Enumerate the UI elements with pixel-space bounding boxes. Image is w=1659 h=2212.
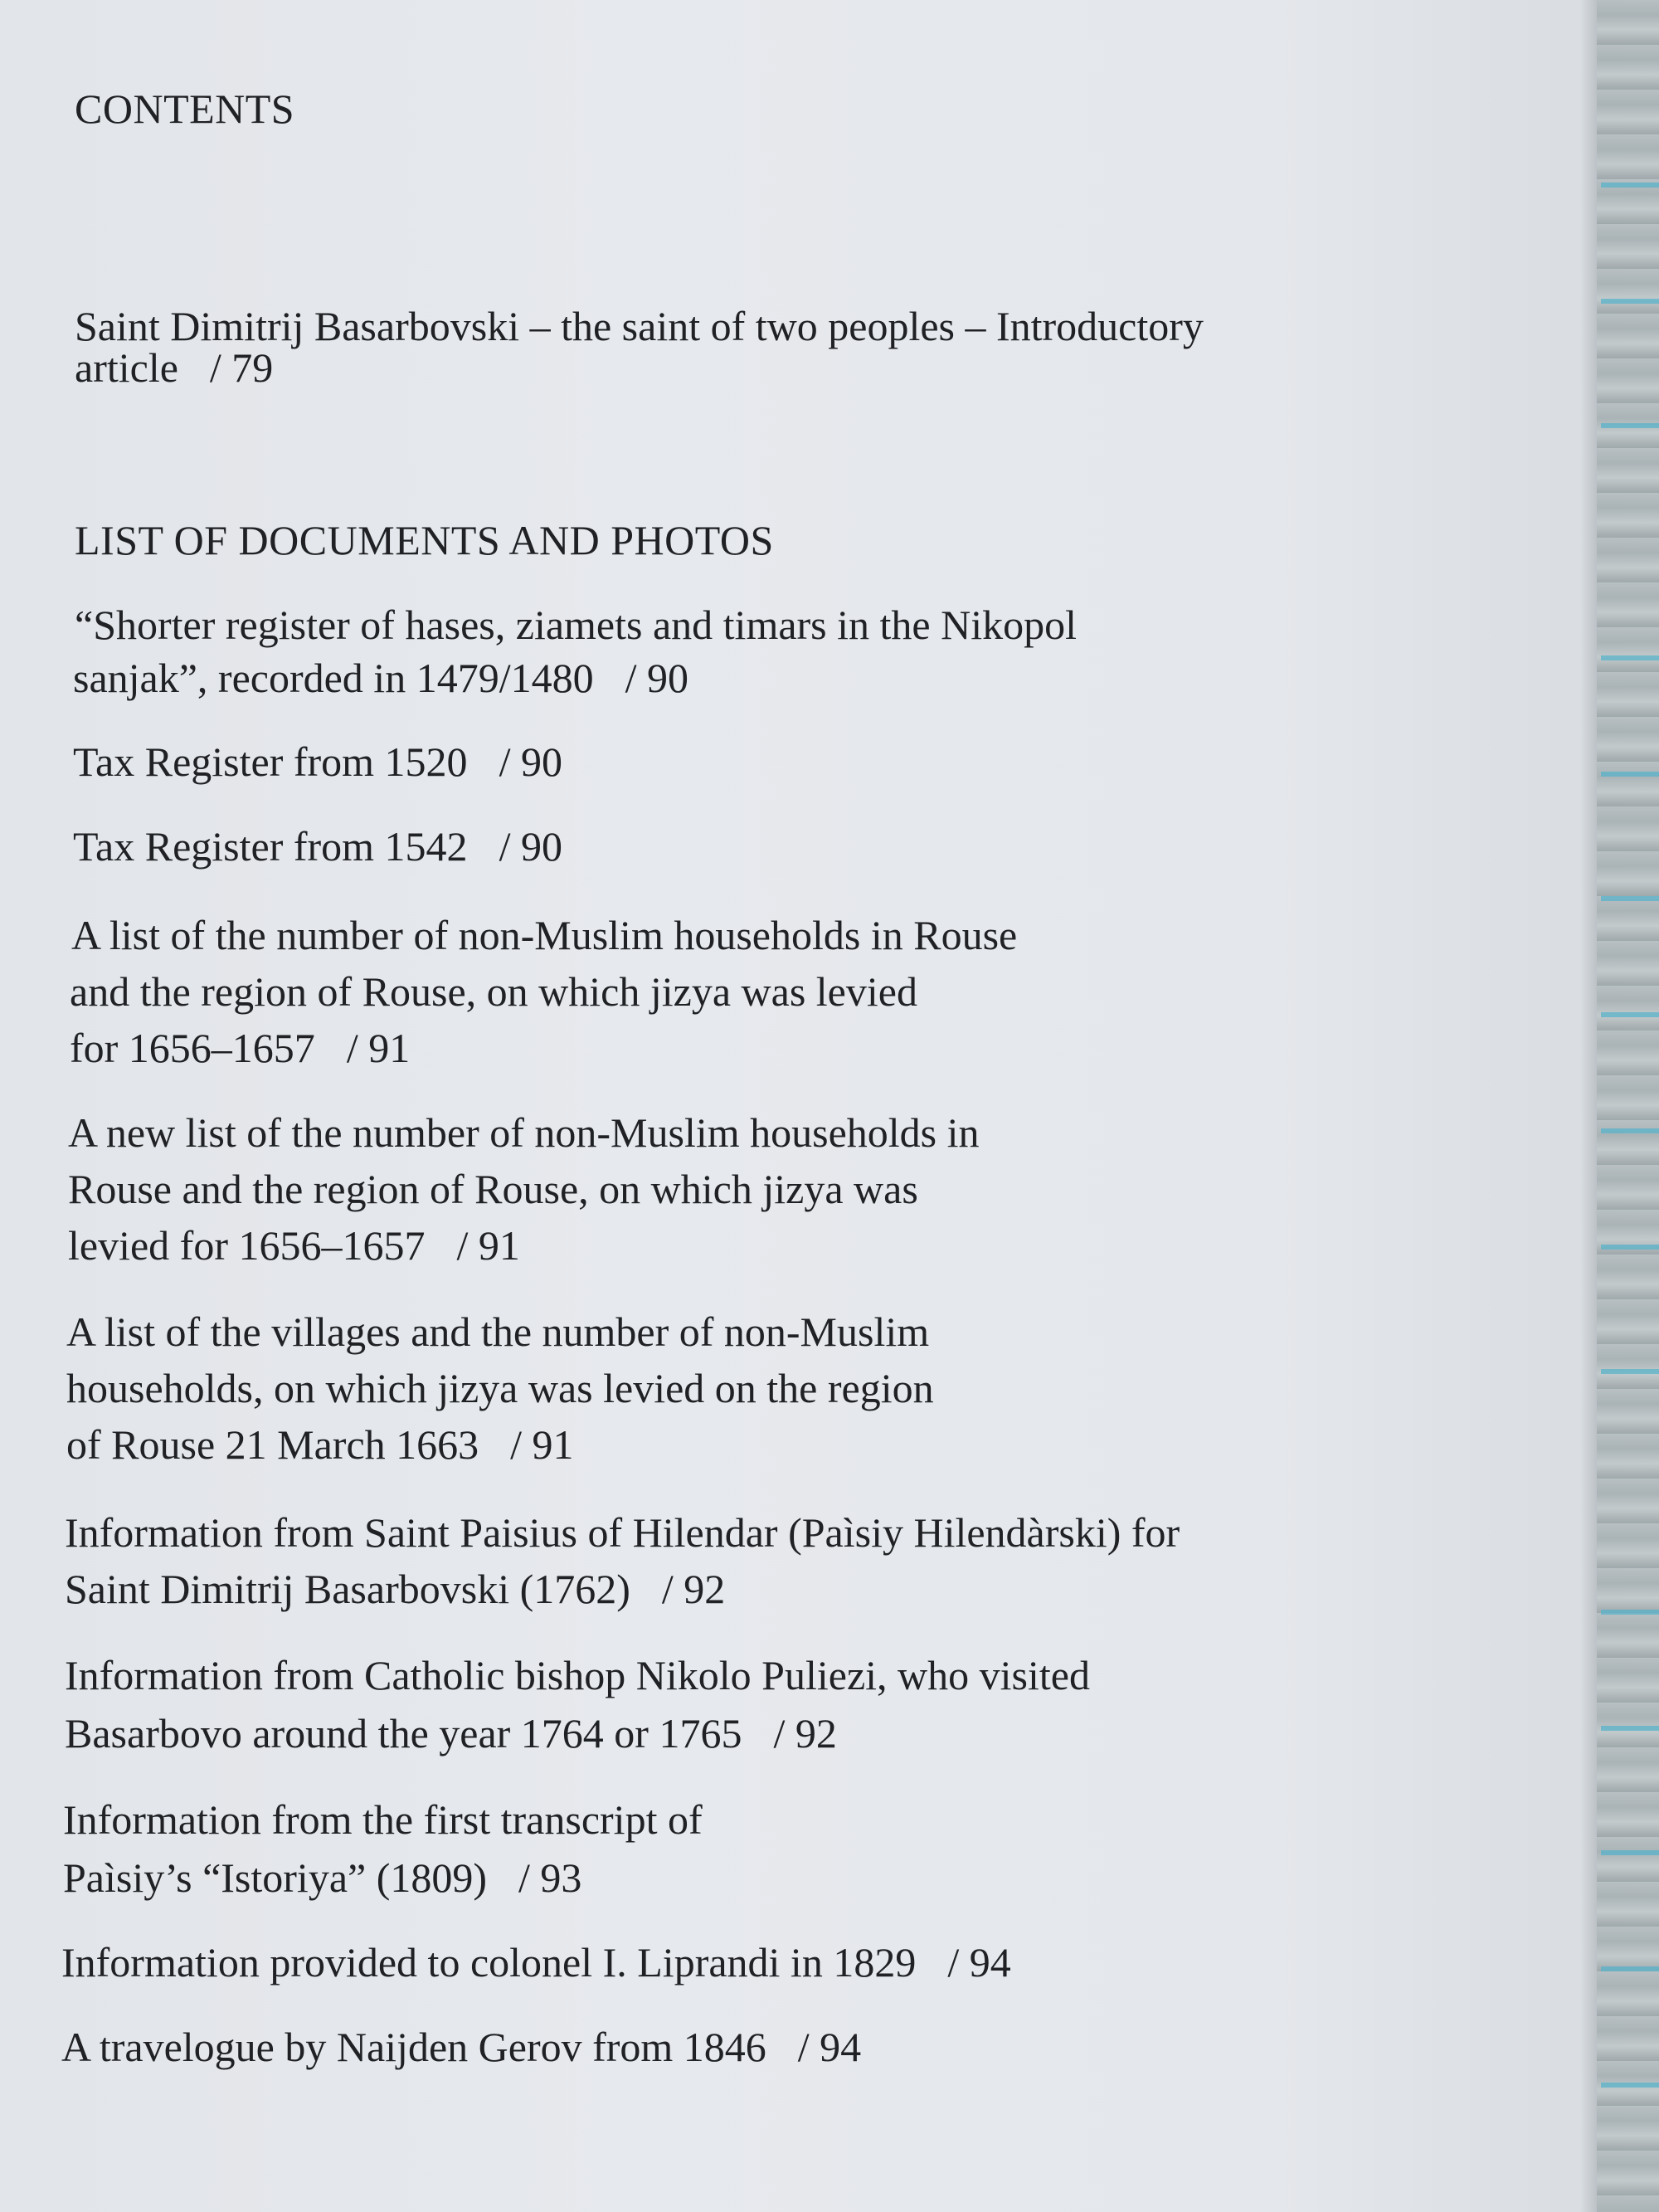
toc-page-number: / 93 [518,1854,582,1901]
toc-entry-line: “Shorter register of hases, ziamets and timars in the Nikopol [75,602,1078,648]
toc-page-number: / 94 [947,1939,1011,1985]
toc-entry-title: levied for 1656–1657 [68,1222,426,1269]
edge-mark [1601,423,1659,428]
toc-page-number: / 90 [499,738,562,785]
intro-entry-line-2 [75,339,273,397]
edge-mark [1601,1850,1659,1855]
toc-entry-line [65,1704,837,1762]
toc-entry-line: Information from Catholic bishop Nikolo Puliezi, who visited [65,1652,1090,1698]
toc-entry-line: A new list of the number of non-Muslim households in [68,1109,980,1156]
toc-page-number: / 90 [499,823,562,870]
toc-entry-title: Paìsiy’s “Istoriya” (1809) [63,1854,488,1901]
contents-heading: CONTENTS [75,85,295,132]
book-page-edges [1597,0,1659,2212]
toc-entry-line [68,1216,520,1274]
list-heading: LIST OF DOCUMENTS AND PHOTOS [75,517,774,563]
edge-mark [1601,655,1659,660]
toc-entry-title: A travelogue by Naijden Gerov from 1846 [61,2024,766,2070]
toc-entry-line [61,2018,861,2076]
toc-entry-line [73,649,688,707]
toc-entry-title: Tax Register from 1542 [73,823,468,870]
edge-mark [1601,2083,1659,2088]
edge-mark [1601,896,1659,901]
edge-mark [1601,1012,1659,1017]
toc-entry-title: for 1656–1657 [70,1025,315,1071]
toc-entry-line: Rouse and the region of Rouse, on which jizya was [68,1166,918,1212]
toc-page-number: / 94 [797,2024,862,2070]
toc-entry-title: Basarbovo around the year 1764 or 1765 [65,1710,742,1756]
toc-page-number: / 91 [346,1025,411,1071]
toc-entry-line: households, on which jizya was levied on the region [66,1365,934,1411]
toc-entry-title: sanjak”, recorded in 1479/1480 [73,655,594,701]
toc-page-number: / 91 [510,1421,574,1468]
page-edge-shadow [1580,0,1597,2212]
toc-entry-line [73,817,562,875]
edge-mark [1601,772,1659,777]
intro-page-number: / 79 [209,344,274,391]
edge-mark [1601,299,1659,304]
toc-entry-line [73,733,562,791]
toc-entry-title: of Rouse 21 March 1663 [66,1421,479,1468]
toc-entry-line: and the region of Rouse, on which jizya was levied [70,968,917,1015]
toc-entry-line [66,1415,574,1474]
toc-entry-title: Tax Register from 1520 [73,738,468,785]
toc-entry-line [70,1019,410,1077]
edge-mark [1601,1128,1659,1133]
toc-page-number: / 92 [661,1566,726,1612]
toc-entry-line [65,1560,725,1618]
edge-mark [1601,1245,1659,1250]
edge-mark [1601,1726,1659,1731]
toc-entry-line [63,1849,581,1907]
edge-mark [1601,1966,1659,1971]
toc-entry-title: Saint Dimitrij Basarbovski (1762) [65,1566,630,1612]
toc-entry-title: Information provided to colonel I. Liprandi in 1829 [61,1939,917,1985]
intro-entry-title-end: article [75,344,178,391]
toc-page-number: / 90 [625,655,688,701]
toc-page-number: / 91 [456,1222,520,1269]
intro-entry-line-1: Saint Dimitrij Basarbovski – the saint of two peoples – Introductory [75,303,1204,349]
toc-entry-line: A list of the number of non-Muslim households in Rouse [71,912,1018,958]
edge-mark [1601,183,1659,188]
toc-entry-line: Information from Saint Paisius of Hilendar (Paìsiy Hilendàrski) for [65,1509,1180,1556]
edge-mark [1601,1610,1659,1615]
toc-entry-line [61,1933,1011,1991]
toc-entry-line: Information from the first transcript of [63,1796,703,1843]
toc-page-number: / 92 [773,1710,837,1756]
toc-entry-line: A list of the villages and the number of non-Muslim [66,1308,930,1355]
edge-mark [1601,1369,1659,1374]
